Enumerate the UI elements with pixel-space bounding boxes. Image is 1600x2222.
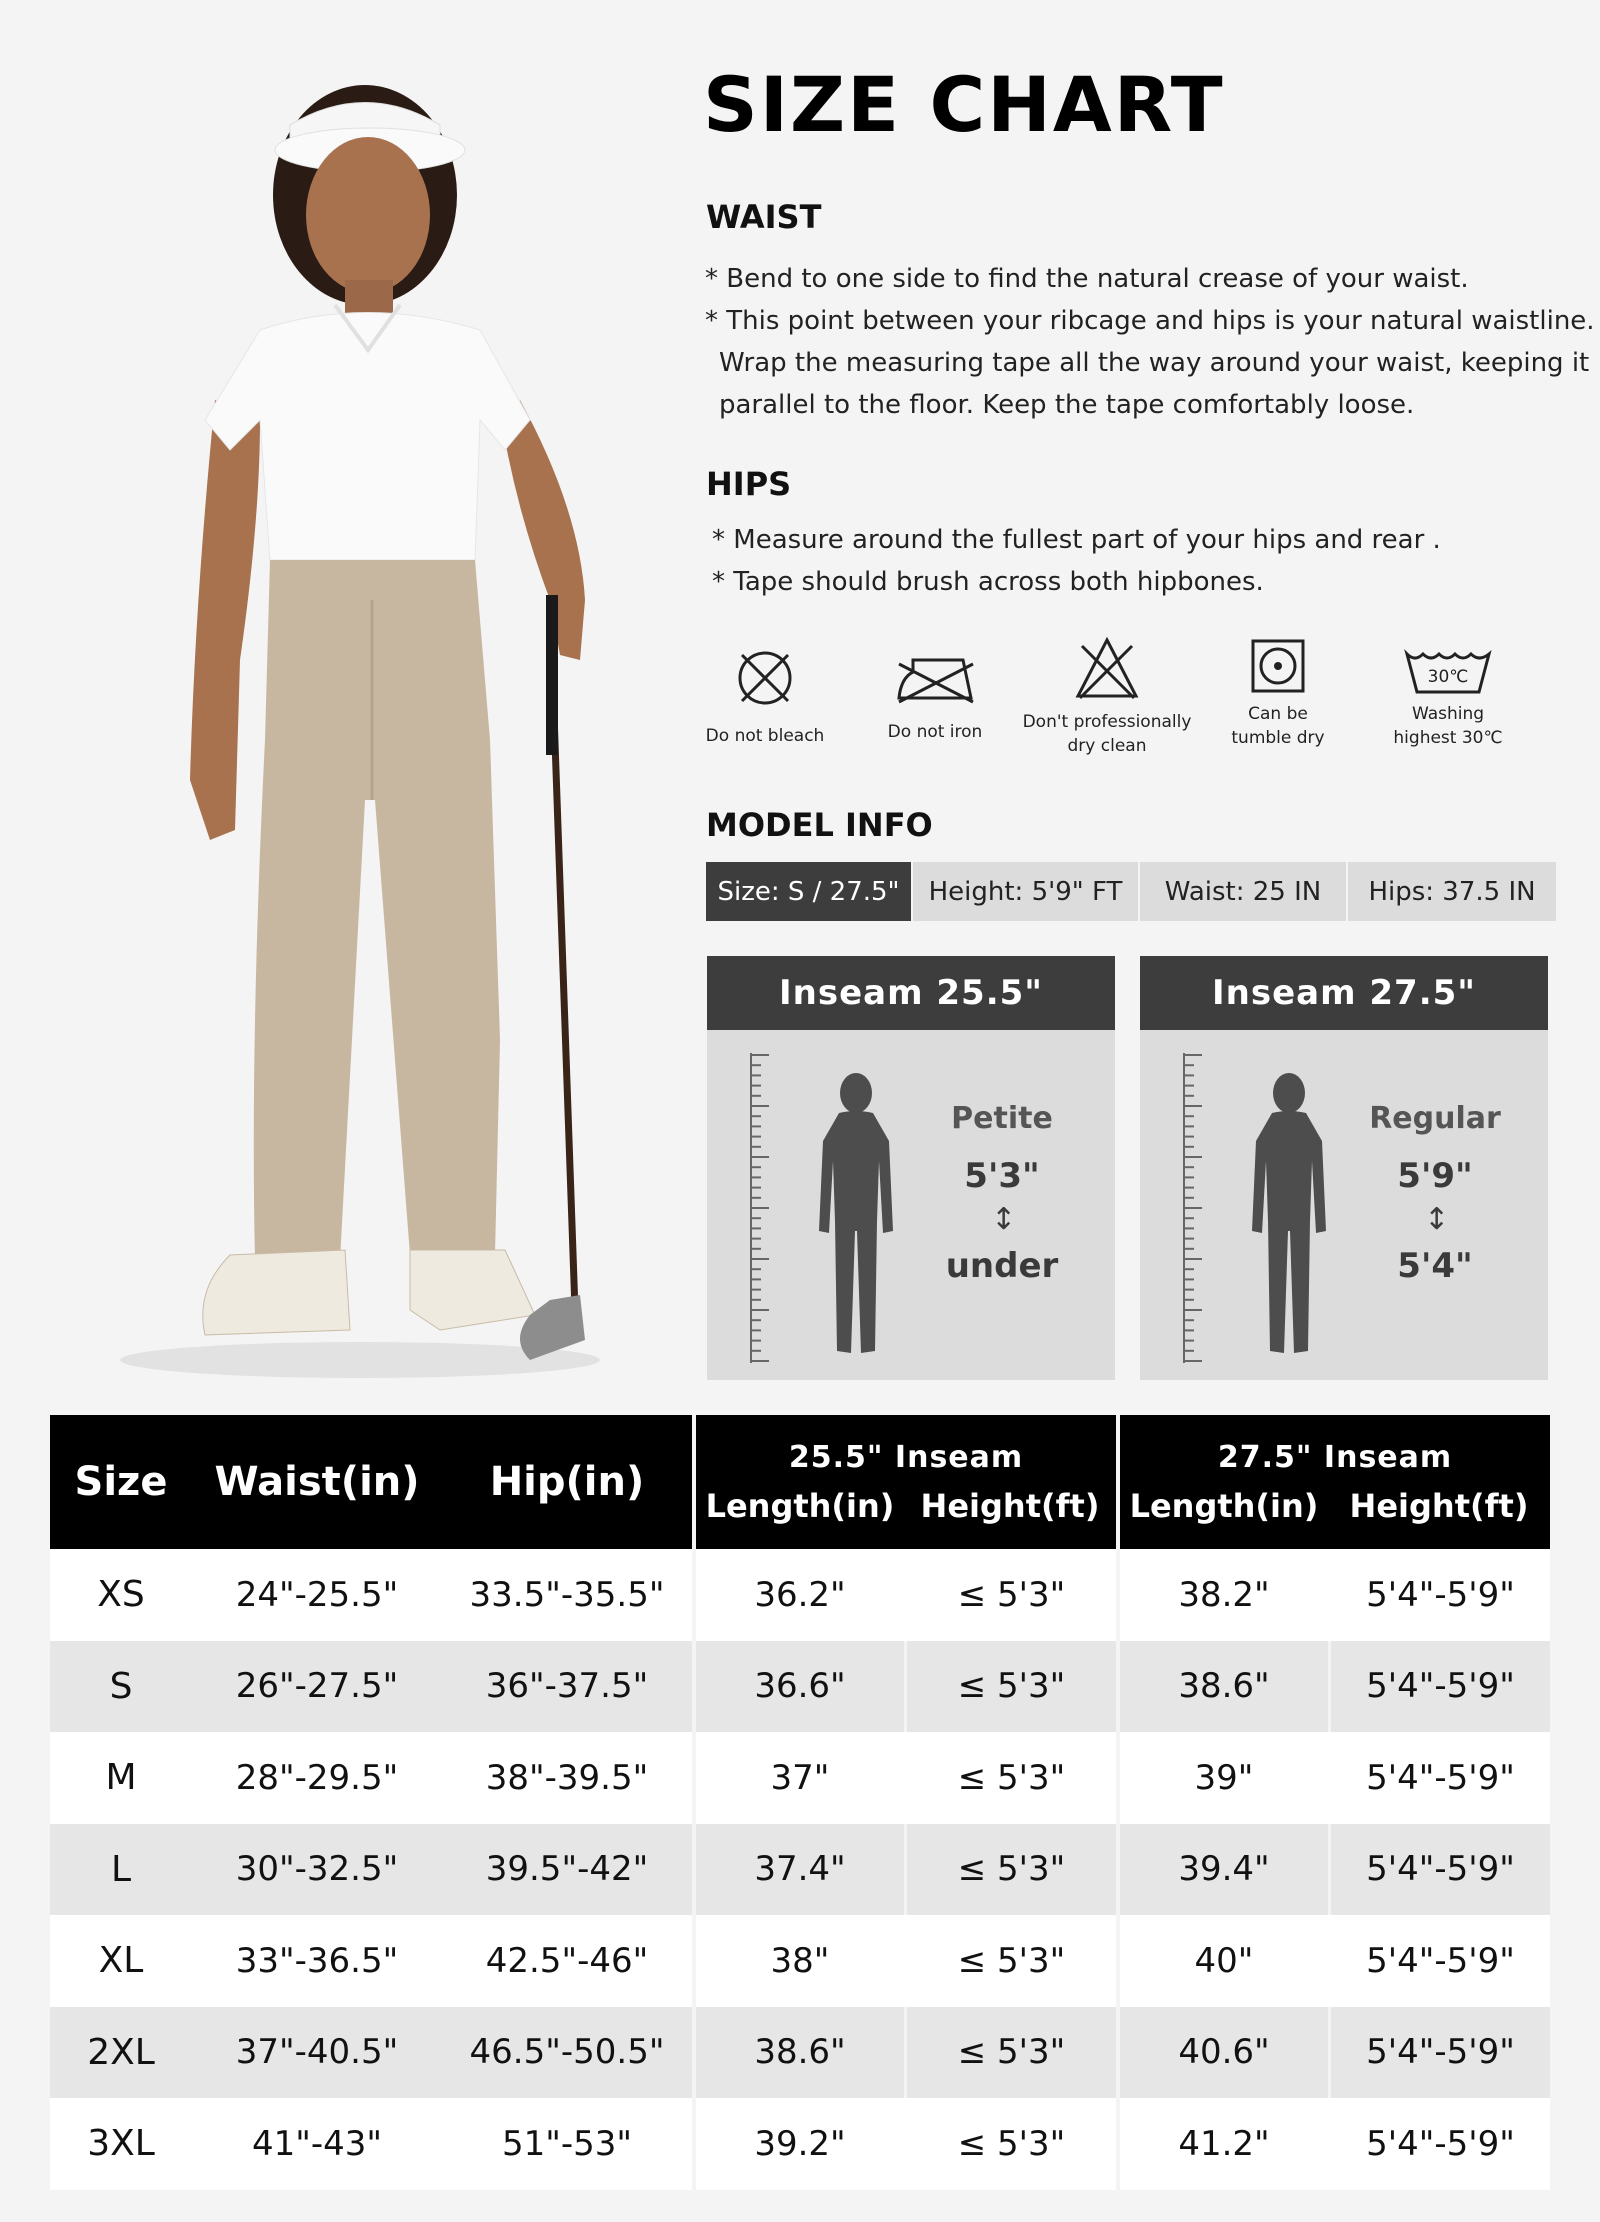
height-cell: ≤ 5'3" xyxy=(904,1641,1116,1733)
height-cell: ≤ 5'3" xyxy=(904,1915,1116,2007)
inseam-height-min: 5'4" xyxy=(1397,1246,1473,1286)
care-label: Do not bleach xyxy=(705,726,825,746)
hips-heading: HIPS xyxy=(706,465,792,503)
hips-line: * Measure around the fullest part of your hips and rear . xyxy=(712,525,1441,555)
model-info-bar xyxy=(706,862,1556,921)
height-cell: 5'4"-5'9" xyxy=(1328,1732,1550,1824)
waist-instructions xyxy=(705,258,1595,426)
up-down-arrow-icon: ↕ xyxy=(991,1202,1017,1237)
no-dry-clean-icon xyxy=(1072,634,1142,704)
care-item xyxy=(1193,636,1363,750)
care-label xyxy=(1193,702,1363,750)
wash-temp-badge: 30℃ xyxy=(1427,667,1469,687)
length-cell: 38" xyxy=(692,1915,904,2007)
ruler-icon xyxy=(1180,1053,1210,1363)
inseam-height-max: 5'3" xyxy=(964,1156,1040,1196)
care-label-line: highest 30℃ xyxy=(1393,728,1503,748)
waist-cell: 41"-43" xyxy=(192,2098,442,2190)
waist-line: Wrap the measuring tape all the way around your waist, keeping it xyxy=(719,348,1590,378)
care-item xyxy=(1363,646,1533,750)
care-label-line: Can be xyxy=(1248,704,1308,724)
care-label-line: tumble dry xyxy=(1231,728,1325,748)
size-cell: XS xyxy=(50,1549,192,1641)
length-cell: 36.2" xyxy=(692,1549,904,1641)
height-cell: ≤ 5'3" xyxy=(904,1824,1116,1916)
header-group-27-5: 27.5" Inseam xyxy=(1116,1415,1550,1481)
header-group-25-5: 25.5" Inseam xyxy=(692,1415,1116,1481)
size-table xyxy=(50,1415,1550,2190)
length-cell: 39.4" xyxy=(1116,1824,1328,1916)
table-row xyxy=(50,1824,1550,1916)
header-height: Height(ft) xyxy=(1328,1481,1550,1549)
header-hip: Hip(in) xyxy=(442,1415,692,1549)
inseam-card-title: Inseam 25.5" xyxy=(707,956,1115,1030)
table-row xyxy=(50,1732,1550,1824)
table-row xyxy=(50,1641,1550,1733)
length-cell: 39.2" xyxy=(692,2098,904,2190)
inseam-height-min: under xyxy=(945,1246,1059,1286)
ruler-icon xyxy=(747,1053,777,1363)
length-cell: 38.2" xyxy=(1116,1549,1328,1641)
table-row xyxy=(50,1915,1550,2007)
size-cell: M xyxy=(50,1732,192,1824)
hip-cell: 51"-53" xyxy=(442,2098,692,2190)
model-info-heading: MODEL INFO xyxy=(706,806,933,844)
header-length: Length(in) xyxy=(1116,1481,1328,1549)
wash-30-icon xyxy=(1403,646,1493,696)
height-cell: 5'4"-5'9" xyxy=(1328,1641,1550,1733)
hips-line: * Tape should brush across both hipbones. xyxy=(712,567,1264,597)
length-cell: 38.6" xyxy=(692,2007,904,2099)
length-cell: 40" xyxy=(1116,1915,1328,2007)
size-cell: S xyxy=(50,1641,192,1733)
waist-cell: 37"-40.5" xyxy=(192,2007,442,2099)
hip-cell: 42.5"-46" xyxy=(442,1915,692,2007)
inseam-height-max: 5'9" xyxy=(1397,1156,1473,1196)
height-cell: ≤ 5'3" xyxy=(904,2098,1116,2190)
woman-silhouette-icon xyxy=(1244,1071,1334,1361)
waist-line: parallel to the floor. Keep the tape comfortably loose. xyxy=(719,390,1415,420)
size-cell: XL xyxy=(50,1915,192,2007)
length-cell: 37" xyxy=(692,1732,904,1824)
no-iron-icon xyxy=(893,640,977,710)
header-waist: Waist(in) xyxy=(192,1415,442,1549)
height-cell: 5'4"-5'9" xyxy=(1328,2007,1550,2099)
size-cell: L xyxy=(50,1824,192,1916)
waist-cell: 26"-27.5" xyxy=(192,1641,442,1733)
length-cell: 40.6" xyxy=(1116,2007,1328,2099)
inseam-type: Regular xyxy=(1369,1101,1501,1136)
hip-cell: 46.5"-50.5" xyxy=(442,2007,692,2099)
size-table-body xyxy=(50,1549,1550,2190)
hip-cell: 33.5"-35.5" xyxy=(442,1549,692,1641)
woman-silhouette-icon xyxy=(811,1071,901,1361)
hip-cell: 38"-39.5" xyxy=(442,1732,692,1824)
tumble-dry-icon xyxy=(1248,636,1308,696)
care-label: Do not iron xyxy=(887,722,983,742)
length-cell: 38.6" xyxy=(1116,1641,1328,1733)
waist-cell: 24"-25.5" xyxy=(192,1549,442,1641)
header-height: Height(ft) xyxy=(904,1481,1116,1549)
waist-heading: WAIST xyxy=(706,198,822,236)
model-hips: Hips: 37.5 IN xyxy=(1348,862,1556,921)
size-cell: 3XL xyxy=(50,2098,192,2190)
length-cell: 37.4" xyxy=(692,1824,904,1916)
height-cell: 5'4"-5'9" xyxy=(1328,1824,1550,1916)
care-label xyxy=(1022,710,1192,758)
length-cell: 41.2" xyxy=(1116,2098,1328,2190)
waist-line: * This point between your ribcage and hips is your natural waistline. xyxy=(705,306,1595,336)
care-item xyxy=(1022,634,1192,758)
care-label-line: dry clean xyxy=(1067,736,1147,756)
care-item xyxy=(680,640,850,748)
waist-cell: 33"-36.5" xyxy=(192,1915,442,2007)
care-label xyxy=(1363,702,1533,750)
length-cell: 39" xyxy=(1116,1732,1328,1824)
inseam-card-regular xyxy=(1140,956,1548,1380)
hip-cell: 36"-37.5" xyxy=(442,1641,692,1733)
size-cell: 2XL xyxy=(50,2007,192,2099)
height-cell: 5'4"-5'9" xyxy=(1328,1915,1550,2007)
inseam-card-petite xyxy=(707,956,1115,1380)
care-label-line: Washing xyxy=(1411,704,1485,724)
inseam-card-title: Inseam 27.5" xyxy=(1140,956,1548,1030)
hips-instructions xyxy=(712,519,1441,603)
header-length: Length(in) xyxy=(692,1481,904,1549)
height-cell: ≤ 5'3" xyxy=(904,1732,1116,1824)
waist-line: * Bend to one side to find the natural crease of your waist. xyxy=(705,264,1469,294)
table-row xyxy=(50,1549,1550,1641)
table-row xyxy=(50,2007,1550,2099)
up-down-arrow-icon: ↕ xyxy=(1424,1202,1450,1237)
model-height: Height: 5'9" FT xyxy=(913,862,1140,921)
height-cell: 5'4"-5'9" xyxy=(1328,2098,1550,2190)
length-cell: 36.6" xyxy=(692,1641,904,1733)
model-waist: Waist: 25 IN xyxy=(1140,862,1348,921)
inseam-type: Petite xyxy=(951,1101,1053,1136)
model-photo xyxy=(110,40,610,1380)
header-size: Size xyxy=(50,1415,192,1549)
model-size: Size: S / 27.5" xyxy=(706,862,913,921)
table-row xyxy=(50,2098,1550,2190)
care-item xyxy=(850,640,1020,744)
hip-cell: 39.5"-42" xyxy=(442,1824,692,1916)
height-cell: ≤ 5'3" xyxy=(904,2007,1116,2099)
waist-cell: 30"-32.5" xyxy=(192,1824,442,1916)
height-cell: 5'4"-5'9" xyxy=(1328,1549,1550,1641)
height-cell: ≤ 5'3" xyxy=(904,1549,1116,1641)
waist-cell: 28"-29.5" xyxy=(192,1732,442,1824)
care-label-line: Don't professionally xyxy=(1022,712,1192,732)
page-title: SIZE CHART xyxy=(703,60,1225,149)
no-bleach-icon xyxy=(730,640,800,710)
